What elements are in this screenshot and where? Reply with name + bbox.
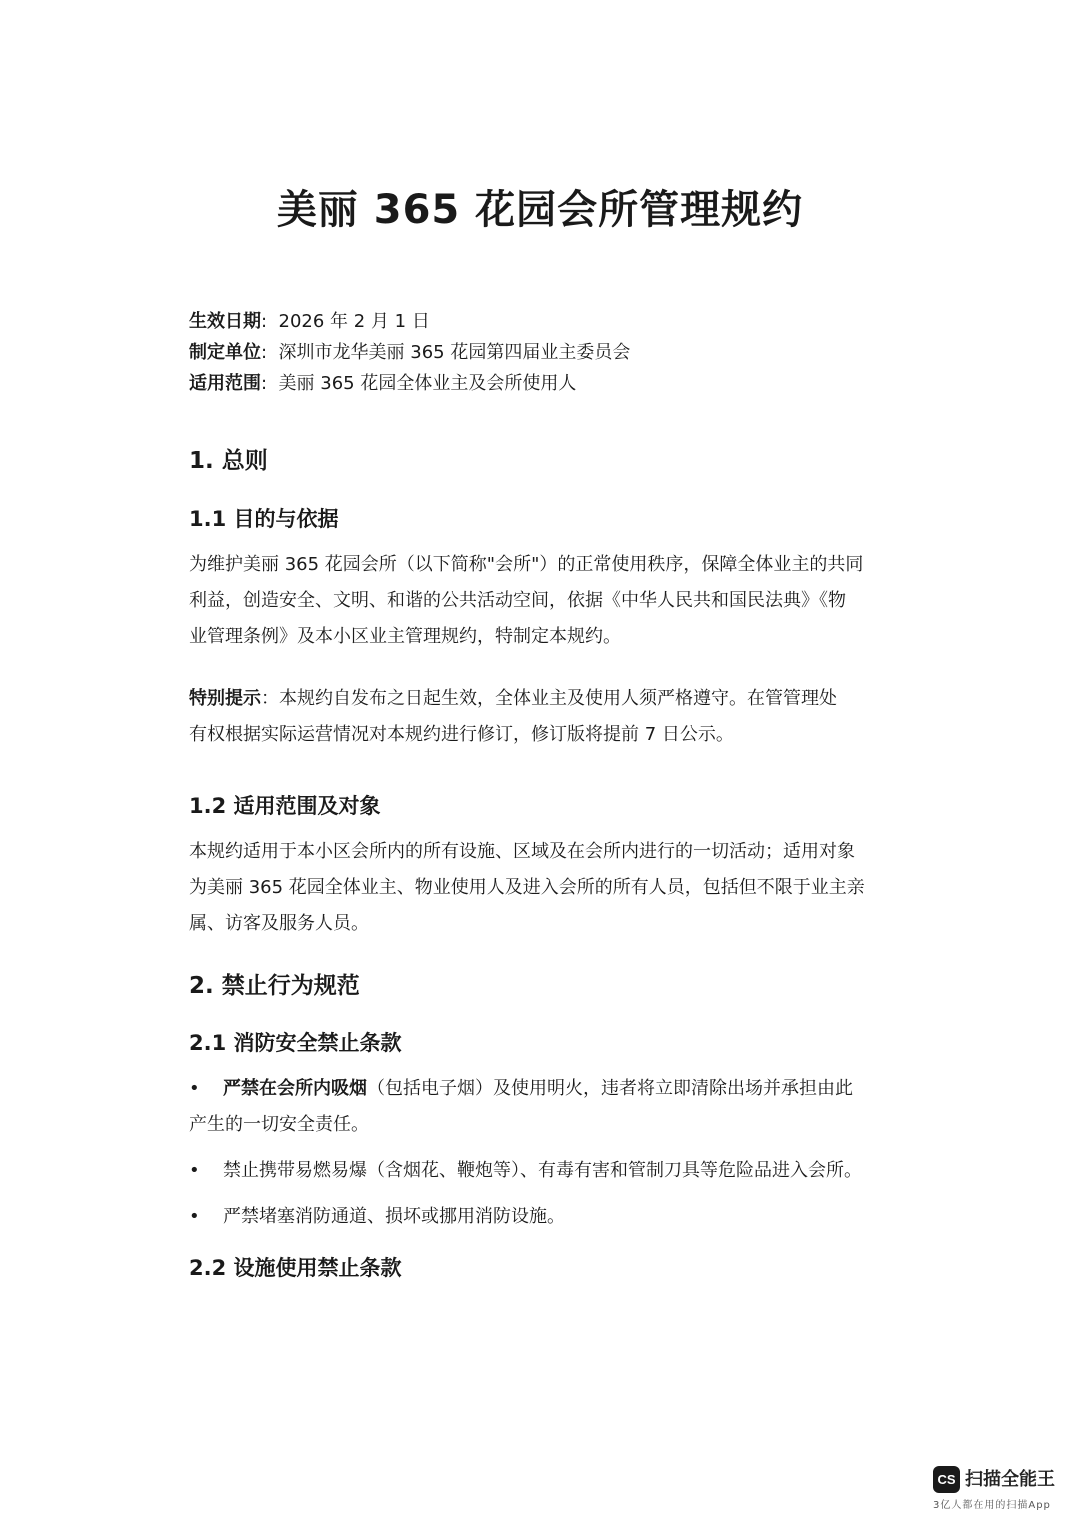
camscanner-tagline: 3亿人都在用的扫描App <box>933 1500 1051 1511</box>
meta-sep: : <box>261 342 268 363</box>
bullet-continuation: 产生的一切安全责任。 <box>189 1114 369 1135</box>
meta-sep: : <box>261 373 268 394</box>
bullet-line <box>189 1071 919 1107</box>
heading-fire-safety: 2.1 消防安全禁止条款 <box>189 1031 402 1055</box>
paragraph-scope <box>189 834 889 942</box>
bullet-item <box>189 1153 919 1189</box>
paragraph-line: 属、访客及服务人员。 <box>189 913 369 934</box>
meta-sep: : <box>261 311 268 332</box>
meta-key: 适用范围 <box>189 373 261 394</box>
bullet-text: 禁止携带易燃易爆（含烟花、鞭炮等）、有毒有害和管制刀具等危险品进入会所。 <box>223 1160 862 1181</box>
bullet-item <box>189 1199 919 1235</box>
notice-text: ：本规约自发布之日起生效，全体业主及使用人须严格遵守。在管管理处 <box>261 688 837 709</box>
bullet-dot: • <box>189 1078 200 1099</box>
paragraph-line: 利益，创造安全、文明、和谐的公共活动空间，依据《中华人民共和国民法典》《物 <box>189 590 846 611</box>
camscanner-name: 扫描全能王 <box>965 1469 1055 1490</box>
bullet-dot: • <box>189 1206 200 1227</box>
camscanner-watermark <box>930 1462 1060 1512</box>
paragraph-line: 本规约适用于本小区会所内的所有设施、区域及在会所内进行的一切活动；适用对象 <box>189 841 855 862</box>
bullet-text: 严禁堵塞消防通道、损坏或挪用消防设施。 <box>223 1206 565 1227</box>
meta-block <box>189 306 630 399</box>
bullet-text: （包括电子烟）及使用明火，违者将立即清除出场并承担由此 <box>367 1078 853 1099</box>
meta-key: 生效日期 <box>189 311 261 332</box>
notice-key: 特别提示 <box>189 688 261 709</box>
paragraph-line: 为美丽 365 花园全体业主、物业使用人及进入会所的所有人员，包括但不限于业主亲 <box>189 877 865 898</box>
camscanner-logo-icon: CS <box>933 1466 960 1493</box>
meta-row-scope <box>189 368 630 399</box>
meta-row-issuer <box>189 337 630 368</box>
meta-row-effective-date <box>189 306 630 337</box>
paragraph-line: 有权根据实际运营情况对本规约进行修订，修订版将提前 7 日公示。 <box>189 724 734 745</box>
meta-value: 2026 年 2 月 1 日 <box>278 311 430 332</box>
heading-general: 1. 总则 <box>189 448 268 474</box>
paragraph-notice <box>189 681 889 753</box>
paragraph-line: 业管理条例》及本小区业主管理规约，特制定本规约。 <box>189 626 621 647</box>
paragraph-line <box>189 681 889 717</box>
meta-key: 制定单位 <box>189 342 261 363</box>
bullet-item <box>189 1071 919 1143</box>
bullet-bold: 严禁在会所内吸烟 <box>223 1078 367 1099</box>
heading-purpose: 1.1 目的与依据 <box>189 507 339 531</box>
heading-prohibited: 2. 禁止行为规范 <box>189 973 360 999</box>
heading-facility-use: 2.2 设施使用禁止条款 <box>189 1256 402 1280</box>
heading-scope: 1.2 适用范围及对象 <box>189 794 381 818</box>
meta-value: 美丽 365 花园全体业主及会所使用人 <box>278 373 577 394</box>
paragraph-purpose <box>189 547 889 655</box>
document-title: 美丽 365 花园会所管理规约 <box>276 187 804 233</box>
meta-value: 深圳市龙华美丽 365 花园第四届业主委员会 <box>278 342 631 363</box>
paragraph-line: 为维护美丽 365 花园会所（以下简称"会所"）的正常使用秩序，保障全体业主的共同 <box>189 554 864 575</box>
bullet-dot: • <box>189 1160 200 1181</box>
